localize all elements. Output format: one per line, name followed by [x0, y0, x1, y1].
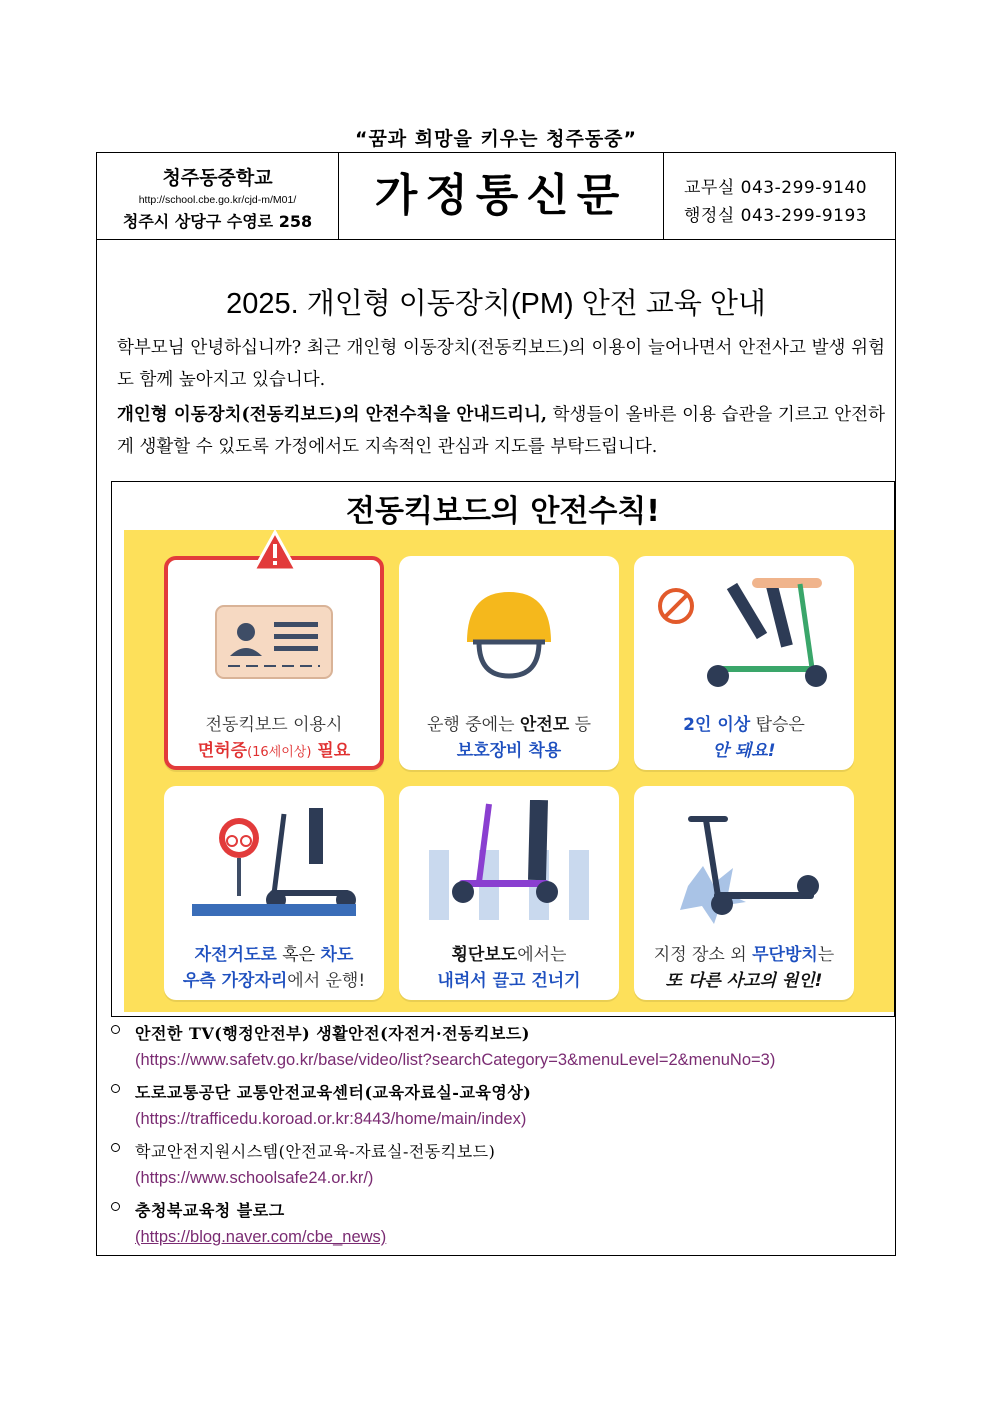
phone-office: 교무실 043-299-9140	[684, 178, 868, 198]
link-url[interactable]: (https://www.schoolsafe24.or.kr/)	[135, 1169, 374, 1187]
card5-line1: 횡단보도에서는	[451, 945, 567, 965]
link-title: 학교안전지원시스템(안전교육-자료실-전동킥보드)	[135, 1142, 496, 1161]
request-paragraph	[117, 399, 885, 463]
card4-line2: 우측 가장자리에서 운행!	[182, 971, 366, 991]
no-entry-icon	[656, 586, 696, 626]
school-url[interactable]: http://school.cbe.go.kr/cjd-m/M01/	[138, 194, 297, 206]
card-license	[164, 556, 384, 770]
scooter-icon	[658, 806, 828, 926]
infographic-title: 전동킥보드의 안전수칙!	[346, 494, 660, 529]
link-title: 충청북교육청 블로그	[135, 1201, 285, 1220]
road-stripe	[192, 904, 356, 916]
card-helmet	[399, 556, 619, 770]
link-url[interactable]: (https://blog.naver.com/cbe_news)	[135, 1228, 387, 1246]
safety-infographic	[111, 481, 895, 1017]
circle-bullet-icon	[111, 1143, 120, 1152]
link-title: 안전한 TV(행정안전부) 생활안전(자전거·전동킥보드)	[135, 1024, 530, 1043]
card6-line2: 또 다른 사고의 원인!	[665, 971, 823, 991]
card-parking	[634, 786, 854, 1000]
license-card-icon	[214, 604, 334, 680]
infographic-panel	[124, 530, 894, 1012]
request-text: 학생들이 올바른 이용 습관을 기르고 안전하게 생활할 수 있도록 가정에서도 지속적인 관심과 지도를 부탁드립니다.	[117, 405, 885, 457]
circle-bullet-icon	[111, 1025, 120, 1034]
doc-title: 가정통신문	[374, 170, 628, 221]
newsletter-header	[97, 153, 895, 240]
school-slogan: “꿈과 희망을 키우는 청주동중”	[354, 128, 638, 150]
intro-paragraph: 학부모님 안녕하십니까? 최근 개인형 이동장치(전동킥보드)의 이용이 늘어나면서 안전사고 발생 위험도 함께 높아지고 있습니다.	[117, 338, 885, 390]
school-address: 청주시 상당구 수영로 258	[122, 212, 313, 231]
card2-line1: 운행 중에는 안전모 등	[426, 715, 592, 735]
crosswalk-icon	[419, 800, 599, 920]
scooter-icon	[254, 804, 374, 914]
card-crosswalk	[399, 786, 619, 1000]
circle-bullet-icon	[111, 1084, 120, 1093]
card-two-riders	[634, 556, 854, 770]
warning-icon	[252, 530, 298, 572]
helmet-icon	[459, 584, 559, 680]
school-name: 청주동중학교	[162, 167, 273, 189]
doc-title-cell	[339, 153, 664, 239]
card5-line2: 내려서 끌고 건너기	[437, 971, 581, 991]
notice-headline: 2025. 개인형 이동장치(PM) 안전 교육 안내	[226, 288, 766, 320]
request-bold: 개인형 이동장치(전동킥보드)의 안전수칙을 안내드리니,	[117, 405, 547, 425]
card-bike-lane	[164, 786, 384, 1000]
card2-line2: 보호장비 착용	[456, 741, 562, 761]
card1-line1: 전동킥보드 이용시	[205, 715, 343, 735]
card6-line1: 지정 장소 외 무단방치는	[653, 945, 835, 965]
link-url[interactable]: (https://trafficedu.koroad.or.kr:8443/home/main/index)	[135, 1110, 527, 1128]
card4-line1: 자전거도로 혹은 차도	[194, 945, 354, 965]
card1-line2: 면허증(16세이상) 필요	[197, 741, 351, 761]
scooter-icon	[692, 576, 842, 696]
card3-line1: 2인 이상 탑승은	[683, 715, 805, 735]
phone-admin: 행정실 043-299-9193	[684, 206, 868, 226]
circle-bullet-icon	[111, 1202, 120, 1211]
school-info	[97, 153, 339, 239]
card3-line2: 안 돼요!	[712, 741, 776, 761]
contact-info	[664, 153, 895, 239]
link-title: 도로교통공단 교통안전교육센터(교육자료실-교육영상)	[135, 1083, 532, 1102]
newsletter-frame	[96, 152, 896, 1256]
link-url[interactable]: (https://www.safetv.go.kr/base/video/list?searchCategory=3&menuLevel=2&menuNo=3)	[135, 1051, 776, 1069]
